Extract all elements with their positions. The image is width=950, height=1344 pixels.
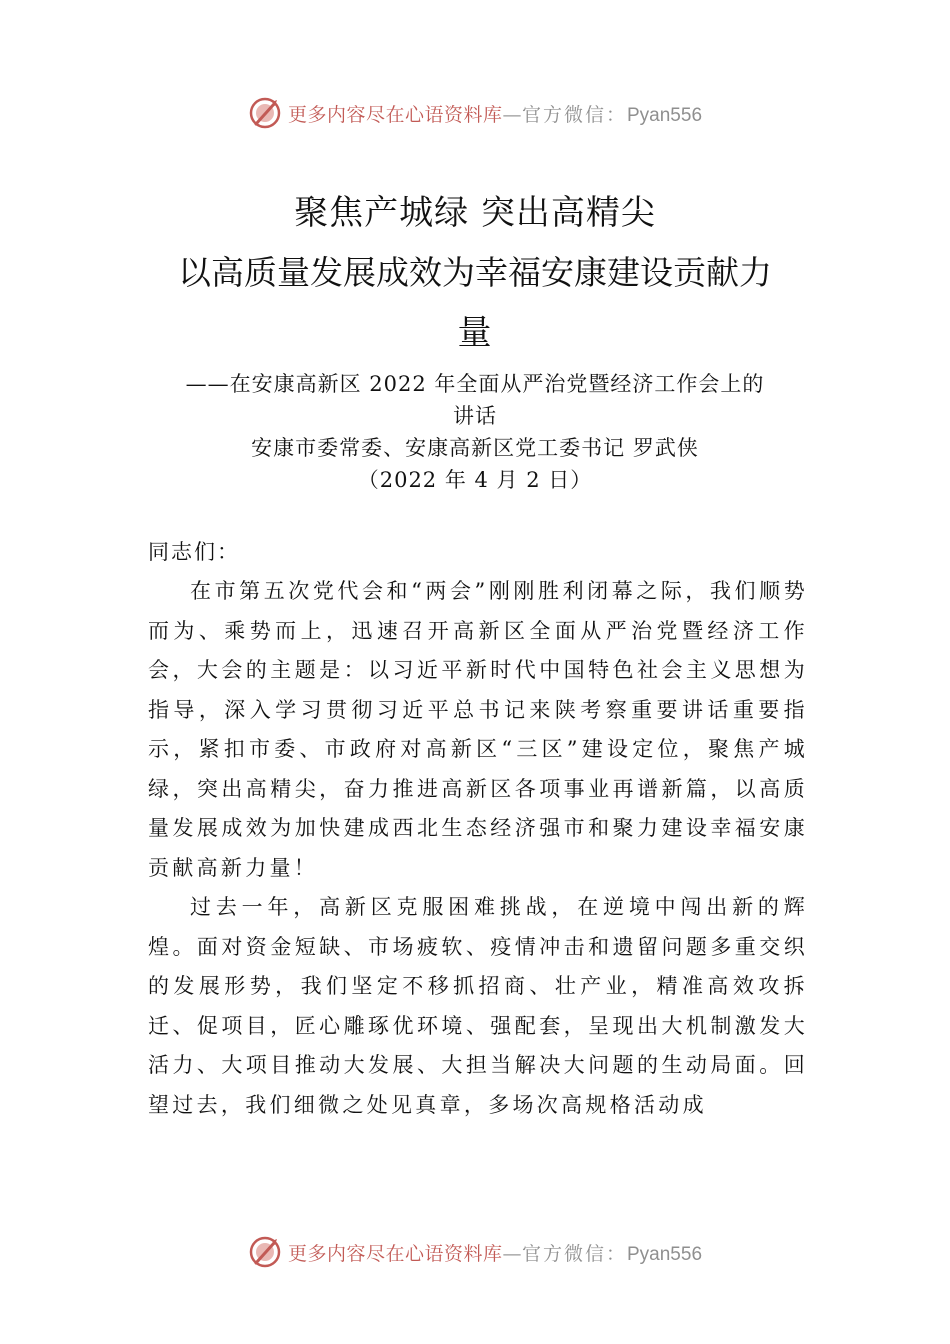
watermark-id: Pyan556 <box>627 104 703 126</box>
document-body <box>148 533 808 1125</box>
document-title <box>140 183 810 363</box>
title-line-1: 聚焦产城绿 突出高精尖 <box>294 193 656 233</box>
watermark-footer <box>0 1232 950 1272</box>
subtitle-line-2: 讲话 <box>453 404 497 428</box>
watermark-dash: — <box>502 103 522 126</box>
watermark-dash: — <box>502 1242 522 1265</box>
salutation: 同志们： <box>148 540 240 564</box>
pen-seal-icon <box>248 1235 282 1269</box>
paragraph: 在市第五次党代会和“两会”刚刚胜利闭幕之际，我们顺势而为、乘势而上，迅速召开高新区全面从严治党暨经济工作会，大会的主题是：以习近平新时代中国特色社会主义思想为指导，深入学习贯彻习近平总书记来陕考察重要讲话重要指示，紧扣市委、市政府对高新区“三区”建设定位，聚焦产城绿，突出高精尖，奋力推进高新区各项事业再谱新篇，以高质量发展成效为加快建成西北生态经济强市和聚力建设幸福安康贡献高新力量！ <box>148 579 808 880</box>
watermark-main: 更多内容尽在心语资料库 <box>287 1242 503 1265</box>
pen-seal-icon <box>248 96 282 130</box>
date-line: （2022 年 4 月 2 日） <box>357 468 593 492</box>
title-line-2: 以高质量发展成效为幸福安康建设贡献力 <box>178 253 772 292</box>
watermark-header <box>0 93 950 133</box>
watermark-label: 官方微信： <box>521 1242 627 1265</box>
watermark-text <box>288 100 702 127</box>
watermark-label: 官方微信： <box>521 103 627 126</box>
watermark-text <box>288 1239 702 1266</box>
document-subtitle <box>140 368 810 496</box>
subtitle-line-1: ——在安康高新区 2022 年全面从严治党暨经济工作会上的 <box>185 372 765 396</box>
title-line-3: 量 <box>457 313 493 353</box>
paragraph: 过去一年，高新区克服困难挑战，在逆境中闯出新的辉煌。面对资金短缺、市场疲软、疫情冲击和遗留问题多重交织的发展形势，我们坚定不移抓招商、壮产业，精准高效攻拆迁、促项目，匠心雕琢优环境、强配套，呈现出大机制激发大活力、大项目推动大发展、大担当解决大问题的生动局面。回望过去，我们细微之处见真章，多场次高规格活动成 <box>148 895 808 1117</box>
speaker-line: 安康市委常委、安康高新区党工委书记 罗武侠 <box>251 436 699 460</box>
watermark-main: 更多内容尽在心语资料库 <box>287 103 503 126</box>
watermark-id: Pyan556 <box>627 1243 703 1265</box>
